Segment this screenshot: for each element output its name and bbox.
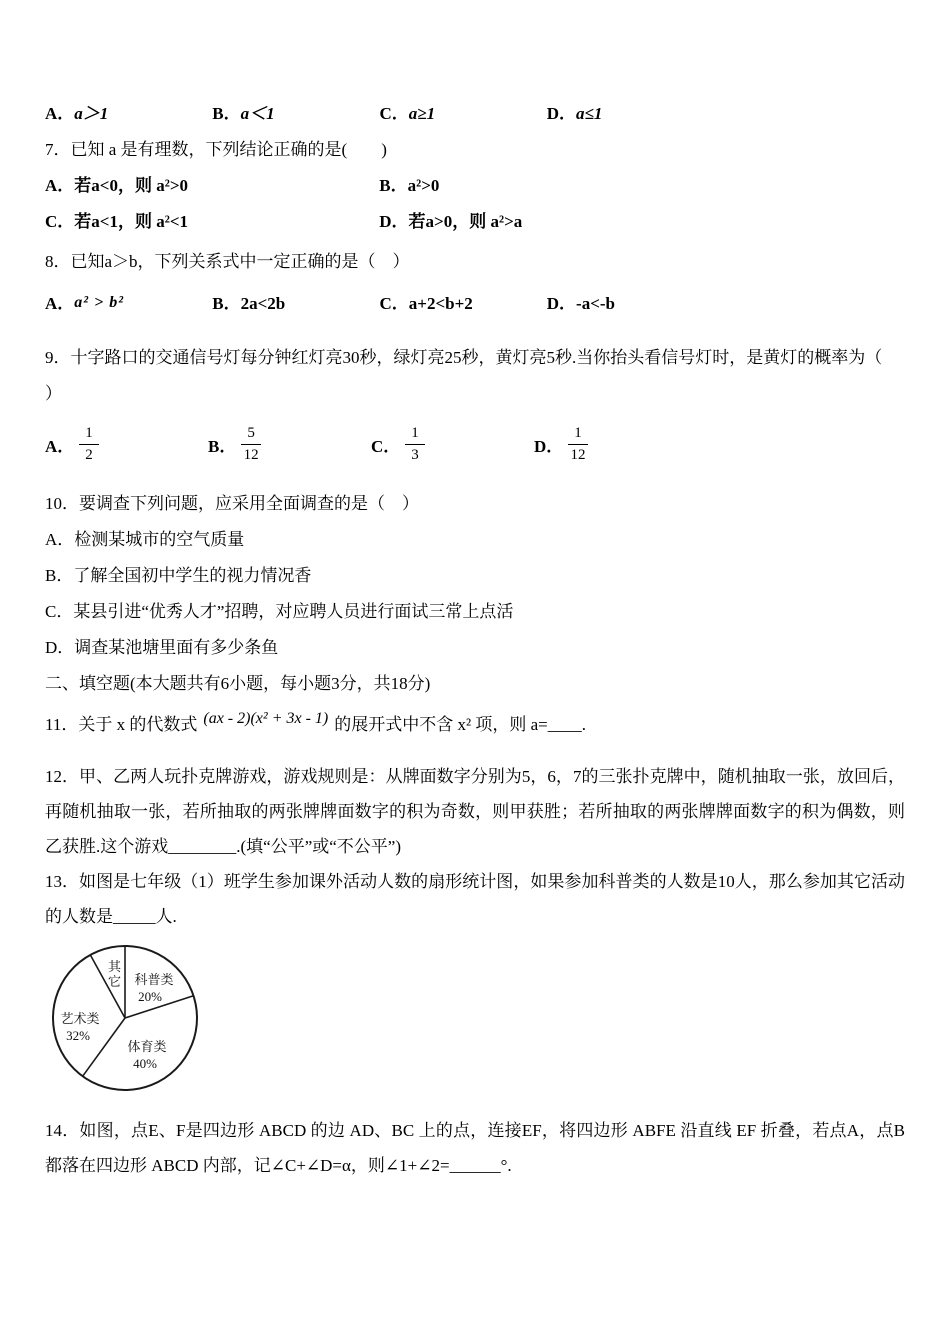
q8-option-a <box>45 281 208 328</box>
option-letter: D． <box>534 437 564 457</box>
pie-label-art-name: 艺术类 <box>60 1010 100 1026</box>
q8-options-row <box>45 280 905 328</box>
option-letter: D． <box>379 212 409 232</box>
q9-option-d <box>534 424 697 465</box>
q9-option-a <box>45 424 208 465</box>
q7-stem: 7．已知 a 是有理数，下列结论正确的是( ) <box>45 140 387 160</box>
q10-option-b: B．了解全国初中学生的视力情况香 <box>45 565 312 585</box>
fraction-numerator: 1 <box>568 424 588 445</box>
option-text: 若a<1，则 a²<1 <box>74 212 189 232</box>
option-letter: C． <box>45 212 75 232</box>
q11-prefix: 11．关于 x 的代数式 <box>45 714 198 734</box>
option-math: a＞1 <box>74 104 109 124</box>
q8-option-d <box>547 281 615 327</box>
q11-math-expression: (ax - 2)(x² + 3x - 1) <box>203 709 329 727</box>
q12: 12．甲、乙两人玩扑克牌游戏，游戏规则是：从牌面数字分别为5，6，7的三张扑克牌中，随机抽取一张，放回后，再随机抽取一张，若所抽取的两张牌牌面数字的积为奇数，则甲获胜；若所抽取的两张牌牌面数字的积为偶数，则乙获胜.这个游戏________.(填“公平”或“不公平”) <box>45 766 905 856</box>
option-letter: C． <box>379 294 409 314</box>
pie-label-other-char1: 其 <box>108 958 122 974</box>
option-text: a²>0 <box>407 176 440 196</box>
fraction <box>405 424 425 465</box>
q9-option-c <box>371 424 534 465</box>
q6-option-a <box>45 96 208 132</box>
fraction-denominator: 3 <box>411 447 419 464</box>
option-math: a＜1 <box>240 104 275 124</box>
q10-option-c: C．某县引进“优秀人才”招聘，对应聘人员进行面试三常上点活 <box>45 601 514 621</box>
pie-label-sports-name: 体育类 <box>127 1038 167 1054</box>
fraction-denominator: 12 <box>243 447 259 464</box>
option-text: 若a>0，则 a²>a <box>408 212 523 232</box>
q10-option-a: A．检测某城市的空气质量 <box>45 529 245 549</box>
q8-stem: 8．已知a＞b，下列关系式中一定正确的是（ ） <box>45 252 410 272</box>
fraction <box>79 424 99 465</box>
q6-option-d <box>547 96 603 132</box>
fraction-numerator: 1 <box>405 424 425 445</box>
q14: 14．如图，点E、F是四边形 ABCD 的边 AD、BC 上的点，连接EF，将四边形 ABFE 沿直线 EF 折叠，若点A，点B都落在四边形 ABCD 内部，记∠C+∠D=α，则∠1+∠2=______°. <box>45 1120 905 1175</box>
option-letter: A． <box>45 437 75 457</box>
option-letter: A． <box>45 176 75 196</box>
q13-pie-chart <box>47 938 905 1099</box>
q9-stem-line1: 9．十字路口的交通信号灯每分钟红灯亮30秒，绿灯亮25秒，黄灯亮5秒.当你抬头看信号灯时，是黄灯的概率为（ <box>45 347 883 367</box>
q6-options-row <box>45 95 905 132</box>
q10-stem: 10．要调查下列问题，应采用全面调查的是（ ） <box>45 493 419 513</box>
fraction <box>241 424 261 465</box>
option-letter: A． <box>45 293 75 313</box>
q11-suffix: 的展开式中不含 x² 项，则 a=____. <box>334 714 586 734</box>
option-letter: B． <box>379 176 408 196</box>
q9-options-row <box>45 420 905 470</box>
q7-options-row-1 <box>45 168 905 204</box>
option-letter: B． <box>212 294 241 314</box>
pie-label-art-pct: 32% <box>66 1027 90 1043</box>
pie-label-other-char2: 它 <box>108 973 122 989</box>
option-letter: C． <box>371 437 401 457</box>
pie-label-science-pct: 20% <box>138 988 162 1004</box>
option-letter: B． <box>208 437 237 457</box>
q9-stem-line2: ） <box>45 383 62 403</box>
q8-option-b <box>212 281 375 327</box>
option-math: a≥1 <box>408 104 436 124</box>
q9-option-b <box>208 424 371 465</box>
option-letter: A． <box>45 104 75 124</box>
q8-option-c <box>380 281 543 327</box>
q10-option-d: D．调查某池塘里面有多少条鱼 <box>45 637 279 657</box>
option-letter: D． <box>546 294 577 314</box>
q7-options-row-2 <box>45 204 905 240</box>
option-math: a≤1 <box>576 104 603 124</box>
fraction-denominator: 2 <box>85 447 93 464</box>
q7-option-a <box>45 168 375 204</box>
option-letter: C． <box>379 104 409 124</box>
fraction-denominator: 12 <box>570 447 586 464</box>
q6-option-b <box>212 96 375 132</box>
fraction <box>568 424 588 465</box>
fraction-numerator: 1 <box>79 424 99 445</box>
pie-divider-bottom-left <box>83 1018 125 1076</box>
option-text: 2a<2b <box>240 294 286 314</box>
option-text: -a<-b <box>576 294 615 314</box>
q7-option-b <box>379 168 709 204</box>
option-text: a+2<b+2 <box>408 294 473 314</box>
q6-option-c <box>380 96 543 132</box>
q11 <box>45 702 905 749</box>
pie-svg <box>47 938 207 1094</box>
option-math-image: a² > b² <box>74 293 124 311</box>
pie-label-science-name: 科普类 <box>134 971 174 987</box>
pie-label-sports-pct: 40% <box>133 1055 157 1071</box>
fraction-numerator: 5 <box>241 424 261 445</box>
section2-heading: 二、填空题(本大题共有6小题，每小题3分，共18分) <box>45 673 431 693</box>
option-letter: B． <box>212 104 241 124</box>
q7-option-c <box>45 204 375 240</box>
q13: 13．如图是七年级（1）班学生参加课外活动人数的扇形统计图，如果参加科普类的人数是10人，那么参加其它活动的人数是_____人. <box>45 871 905 926</box>
q7-option-d <box>379 204 709 240</box>
option-text: 若a<0，则 a²>0 <box>74 176 189 196</box>
option-letter: D． <box>546 104 577 124</box>
